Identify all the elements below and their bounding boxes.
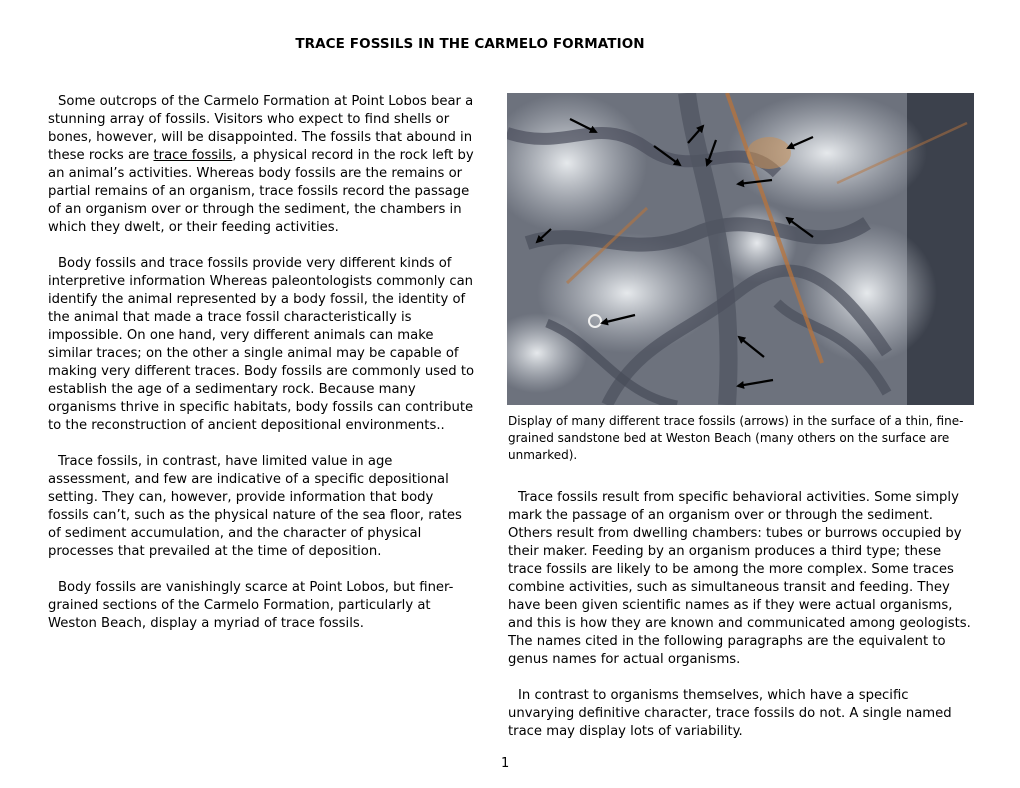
figure-caption: Display of many different trace fossils (arrows) in the surface of a thin, fine-grained sandstone bed at Weston Beach (many others on the surface are unmarked).: [508, 414, 964, 462]
paragraph-variability: In contrast to organisms themselves, which have a specific unvarying definitive character, trace fossils do not. A single named trace may display lots of variability.: [508, 688, 952, 739]
right-column: [508, 489, 976, 759]
paragraph-behavioral-activities: Trace fossils result from specific behavioral activities. Some simply mark the passage of an organism over or through the sediment. Others result from dwelling chambers: tubes or burrows occupied by their maker. Feeding by an organism produces a third type; these trace fossils are likely to be among the more complex. Some traces combine activities, such as simultaneous transit and feeding. They have been given scientific names as if they were actual organisms, and this is how they are known and communicated among geologists. The names cited in the following paragraphs are the equivalent to genus names for actual organisms.: [508, 490, 971, 667]
intro-text-before: Some outcrops of the Carmelo Formation at Point Lobos bear a stunning array of fossils. Visitors who expect to find shells or bones, however, will be disappointed. The fossils that abound in these rocks are: [48, 94, 474, 163]
paragraph-point-lobos: Body fossils are vanishingly scarce at Point Lobos, but finer-grained sections of the Carmelo Formation, particularly at Weston Beach, display a myriad of trace fossils.: [48, 580, 454, 631]
page-title: TRACE FOSSILS IN THE CARMELO FORMATION: [295, 36, 645, 52]
intro-text-after: , a physical record in the rock left by an animal’s activities. Whereas body fossils are the remains or partial remains of an organism, trace fossils record the passage of an organism over or through the sediment, the chambers in which they dwelt, or their feeding activities.: [48, 148, 474, 235]
paragraph-intro: [48, 93, 478, 237]
paragraph-trace-value: Trace fossils, in contrast, have limited value in age assessment, and few are indicative of a specific depositional setting. They can, however, provide information that body fossils can’t, such as the physical nature of the sea floor, rates of sediment accumulation, and the character of physical processes that prevailed at the time of deposition.: [48, 454, 462, 559]
paragraph-body-vs-trace: Body fossils and trace fossils provide very different kinds of interpretive information Whereas paleontologists commonly can identify the animal represented by a body fossil, the identity of the animal that made a trace fossil characteristically is impossible. On one hand, very different animals can make similar traces; on the other a single animal may be capable of making very different traces. Body fossils are commonly used to establish the age of a sedimentary rock. Because many organisms thrive in specific habitats, body fossils can contribute to the reconstruction of ancient depositional environments..: [48, 256, 475, 433]
page-number: 1: [501, 756, 510, 771]
rock-surface-image: [507, 93, 974, 405]
trace-fossil-photo: [507, 93, 974, 405]
trace-fossils-link[interactable]: trace fossils: [153, 148, 233, 163]
left-column: [48, 93, 478, 651]
